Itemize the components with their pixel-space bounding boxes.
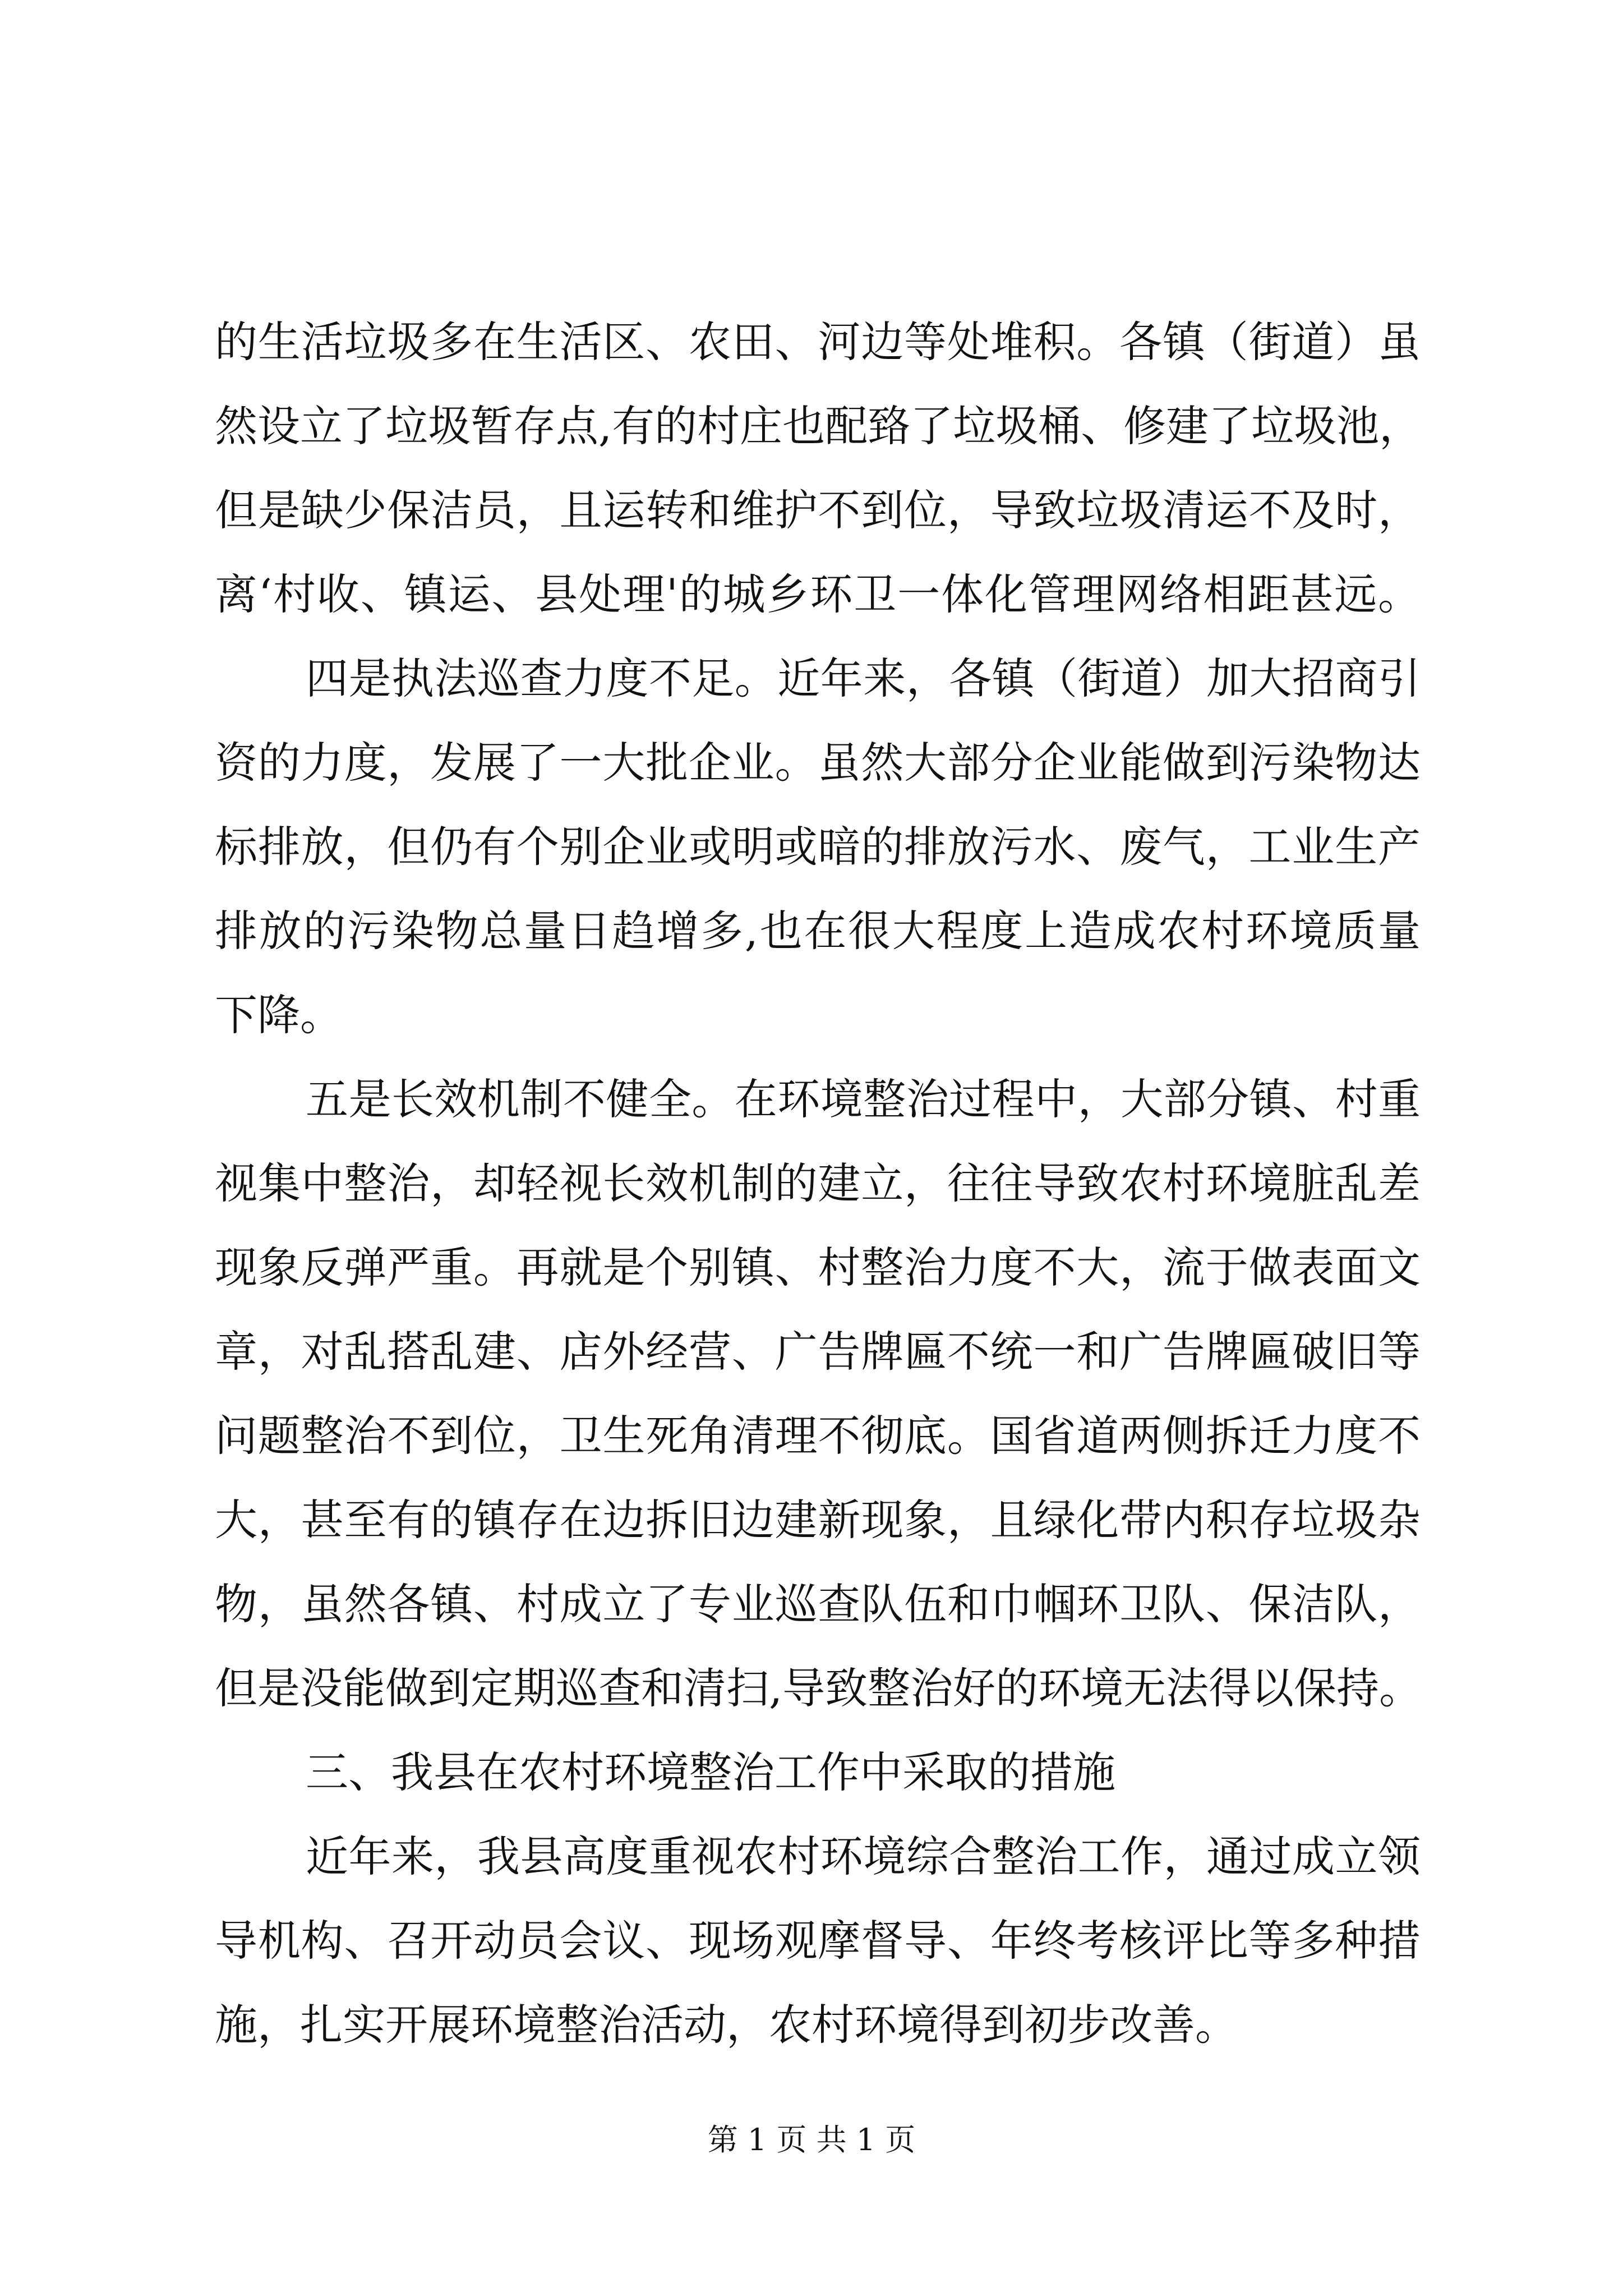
text-line-9: 下降。	[215, 990, 343, 1040]
text-line-3: 但是缺少保洁员，且运转和维护不到位，导致垃圾清运不及时，	[215, 485, 1421, 535]
paragraph-section3-start: 近年来，我县高度重视农村环境综合整治工作，通过成立领	[306, 1832, 1421, 1881]
paragraph-4-start: 四是执法巡查力度不足。近年来，各镇（街道）加大招商引	[306, 654, 1421, 703]
text-line-1: 的生活垃圾多在生活区、农田、河边等处堆积。各镇（街道）虽	[215, 317, 1421, 367]
page-footer: 第 1 页 共 1 页	[707, 2122, 916, 2157]
text-line-6: 资的力度，发展了一大批企业。虽然大部分企业能做到污染物达	[215, 738, 1421, 788]
text-line-15: 大，甚至有的镇存在边拆旧边建新现象，且绿化带内积存垃圾杂	[215, 1495, 1421, 1545]
section-heading: 三、我县在农村环境整治工作中采取的措施	[306, 1747, 1115, 1797]
text-line-12: 现象反弹严重。再就是个别镇、村整治力度不大，流于做表面文	[215, 1243, 1421, 1292]
text-line-2: 然设立了垃圾暂存点,有的村庄也配臵了垃圾桶、修建了垃圾池，	[215, 401, 1422, 451]
text-line-20: 导机构、召开动员会议、现场观摩督导、年终考核评比等多种措	[215, 1916, 1421, 1966]
text-line-13: 章，对乱搭乱建、店外经营、广告牌匾不统一和广告牌匾破旧等	[215, 1327, 1421, 1377]
text-line-17: 但是没能做到定期巡查和清扫,导致整治好的环境无法得以保持。	[215, 1663, 1422, 1713]
text-line-4: 离‘村收、镇运、县处理'的城乡环卫一体化管理网络相距甚远。	[215, 569, 1421, 619]
text-line-16: 物，虽然各镇、村成立了专业巡查队伍和巾帼环卫队、保洁队，	[215, 1579, 1421, 1629]
text-line-8: 排放的污染物总量日趋增多,也在很大程度上造成农村环境质量	[215, 906, 1421, 956]
text-line-21: 施，扎实开展环境整治活动，农村环境得到初步改善。	[215, 2000, 1238, 2050]
paragraph-5-start: 五是长效机制不健全。在环境整治过程中，大部分镇、村重	[306, 1074, 1421, 1124]
text-line-7: 标排放，但仍有个别企业或明或暗的排放污水、废气，工业生产	[215, 822, 1421, 872]
text-line-14: 问题整治不到位，卫生死角清理不彻底。国省道两侧拆迁力度不	[215, 1411, 1421, 1461]
text-line-11: 视集中整治，却轻视长效机制的建立，往往导致农村环境脏乱差	[215, 1158, 1421, 1208]
